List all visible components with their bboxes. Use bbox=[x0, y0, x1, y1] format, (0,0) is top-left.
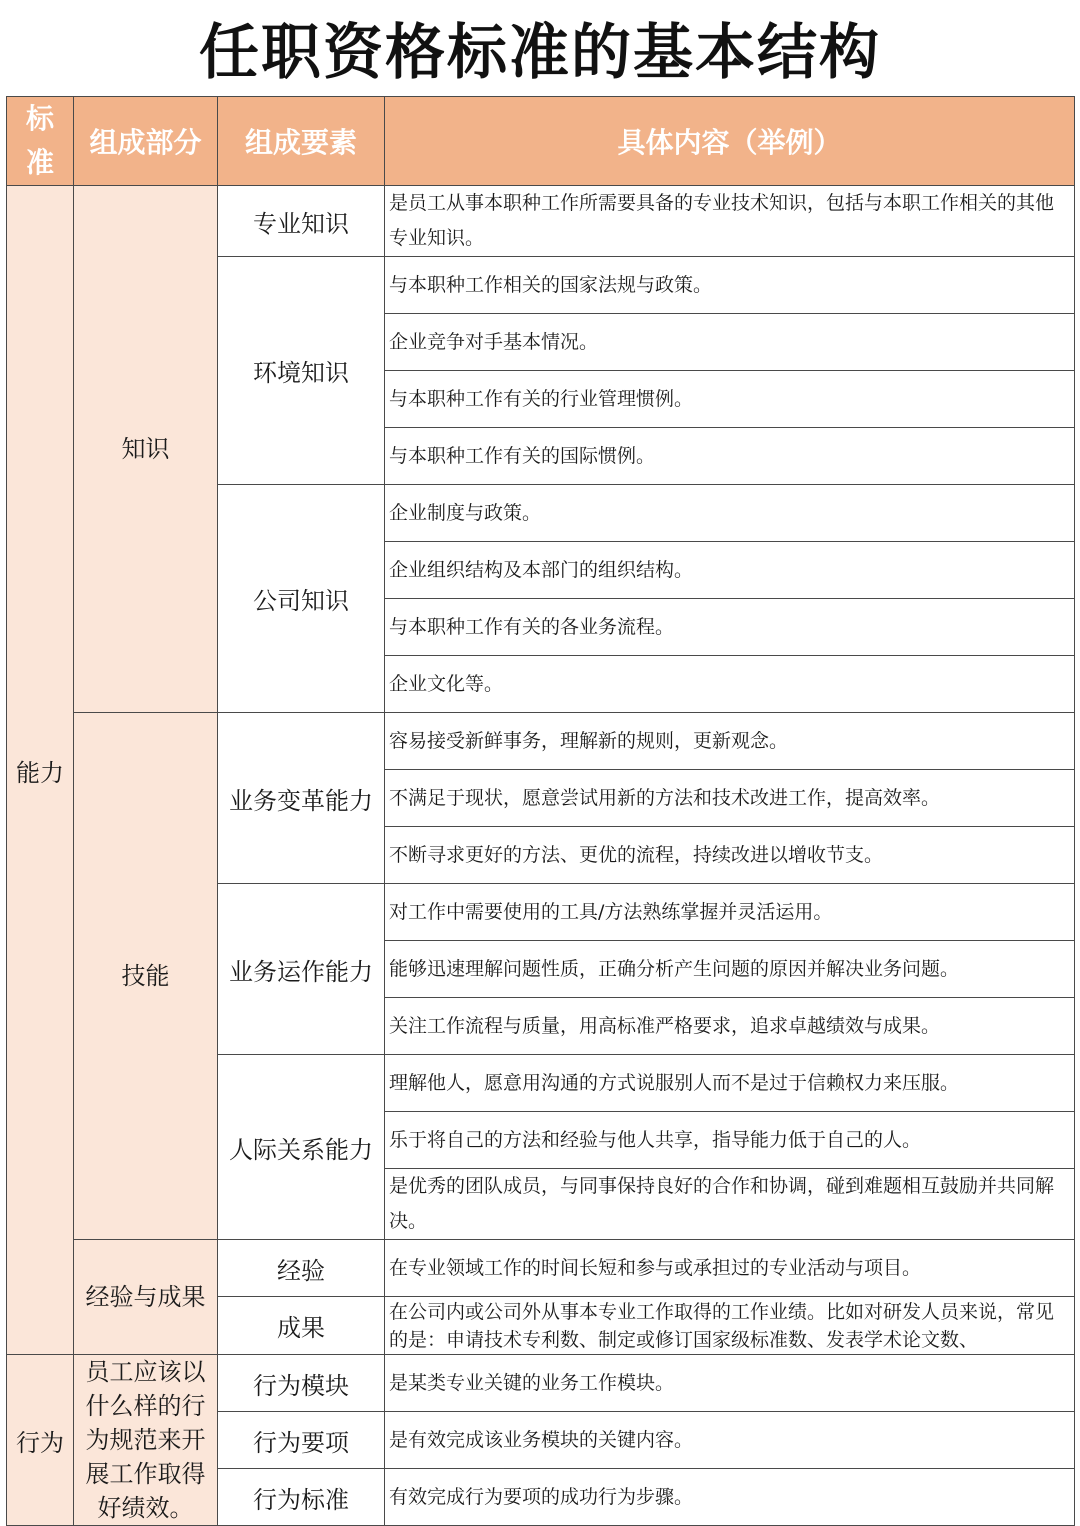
table-row bbox=[7, 186, 1075, 257]
content-cell: 乐于将自己的方法和经验与他人共享，指导能力低于自己的人。 bbox=[385, 1112, 1075, 1169]
content-cell: 企业文化等。 bbox=[385, 656, 1075, 713]
part-behavior: 员工应该以什么样的行为规范来开展工作取得好绩效。 bbox=[74, 1355, 218, 1526]
element-professional-knowledge: 专业知识 bbox=[218, 186, 385, 257]
content-cell: 企业制度与政策。 bbox=[385, 485, 1075, 542]
content-cell: 对工作中需要使用的工具/方法熟练掌握并灵活运用。 bbox=[385, 884, 1075, 941]
table-row bbox=[7, 713, 1075, 770]
element-company-knowledge: 公司知识 bbox=[218, 485, 385, 713]
content-cell: 不满足于现状，愿意尝试用新的方法和技术改进工作，提高效率。 bbox=[385, 770, 1075, 827]
part-knowledge: 知识 bbox=[74, 186, 218, 713]
content-cell: 是某类专业关键的业务工作模块。 bbox=[385, 1355, 1075, 1412]
element-behavior-module: 行为模块 bbox=[218, 1355, 385, 1412]
element-achievement: 成果 bbox=[218, 1297, 385, 1355]
header-row bbox=[7, 97, 1075, 186]
content-cell: 在专业领域工作的时间长短和参与或承担过的专业活动与项目。 bbox=[385, 1240, 1075, 1297]
qualification-table bbox=[6, 96, 1075, 1526]
content-cell: 有效完成行为要项的成功行为步骤。 bbox=[385, 1469, 1075, 1526]
page-title: 任职资格标准的基本结构 bbox=[199, 18, 881, 88]
content-cell: 关注工作流程与质量，用高标准严格要求，追求卓越绩效与成果。 bbox=[385, 998, 1075, 1055]
element-experience: 经验 bbox=[218, 1240, 385, 1297]
header-content: 具体内容（举例） bbox=[385, 97, 1075, 186]
header-element: 组成要素 bbox=[218, 97, 385, 186]
content-cell: 企业竞争对手基本情况。 bbox=[385, 314, 1075, 371]
element-interpersonal: 人际关系能力 bbox=[218, 1055, 385, 1240]
content-cell: 是员工从事本职种工作所需要具备的专业技术知识，包括与本职工作相关的其他专业知识。 bbox=[385, 186, 1075, 257]
content-cell: 与本职种工作有关的行业管理惯例。 bbox=[385, 371, 1075, 428]
table-row bbox=[7, 1240, 1075, 1297]
header-part: 组成部分 bbox=[74, 97, 218, 186]
element-business-change: 业务变革能力 bbox=[218, 713, 385, 884]
content-cell: 与本职种工作有关的各业务流程。 bbox=[385, 599, 1075, 656]
header-standard: 标准 bbox=[7, 97, 74, 186]
standard-behavior: 行为 bbox=[7, 1355, 74, 1526]
part-skill: 技能 bbox=[74, 713, 218, 1240]
content-cell: 与本职种工作有关的国际惯例。 bbox=[385, 428, 1075, 485]
content-cell: 理解他人，愿意用沟通的方式说服别人而不是过于信赖权力来压服。 bbox=[385, 1055, 1075, 1112]
table-row bbox=[7, 1355, 1075, 1412]
content-cell: 容易接受新鲜事务，理解新的规则，更新观念。 bbox=[385, 713, 1075, 770]
content-cell: 在公司内或公司外从事本专业工作取得的工作业绩。比如对研发人员来说，常见的是：申请技术专利数、制定或修订国家级标准数、发表学术论文数、 bbox=[385, 1297, 1075, 1355]
content-cell: 与本职种工作相关的国家法规与政策。 bbox=[385, 257, 1075, 314]
element-business-operation: 业务运作能力 bbox=[218, 884, 385, 1055]
content-cell: 是有效完成该业务模块的关键内容。 bbox=[385, 1412, 1075, 1469]
part-experience: 经验与成果 bbox=[74, 1240, 218, 1355]
element-behavior-item: 行为要项 bbox=[218, 1412, 385, 1469]
content-cell: 不断寻求更好的方法、更优的流程，持续改进以增收节支。 bbox=[385, 827, 1075, 884]
content-cell: 企业组织结构及本部门的组织结构。 bbox=[385, 542, 1075, 599]
standard-ability: 能力 bbox=[7, 186, 74, 1355]
element-behavior-standard: 行为标准 bbox=[218, 1469, 385, 1526]
content-cell: 能够迅速理解问题性质，正确分析产生问题的原因并解决业务问题。 bbox=[385, 941, 1075, 998]
content-cell: 是优秀的团队成员，与同事保持良好的合作和协调，碰到难题相互鼓励并共同解决。 bbox=[385, 1169, 1075, 1240]
element-environment-knowledge: 环境知识 bbox=[218, 257, 385, 485]
